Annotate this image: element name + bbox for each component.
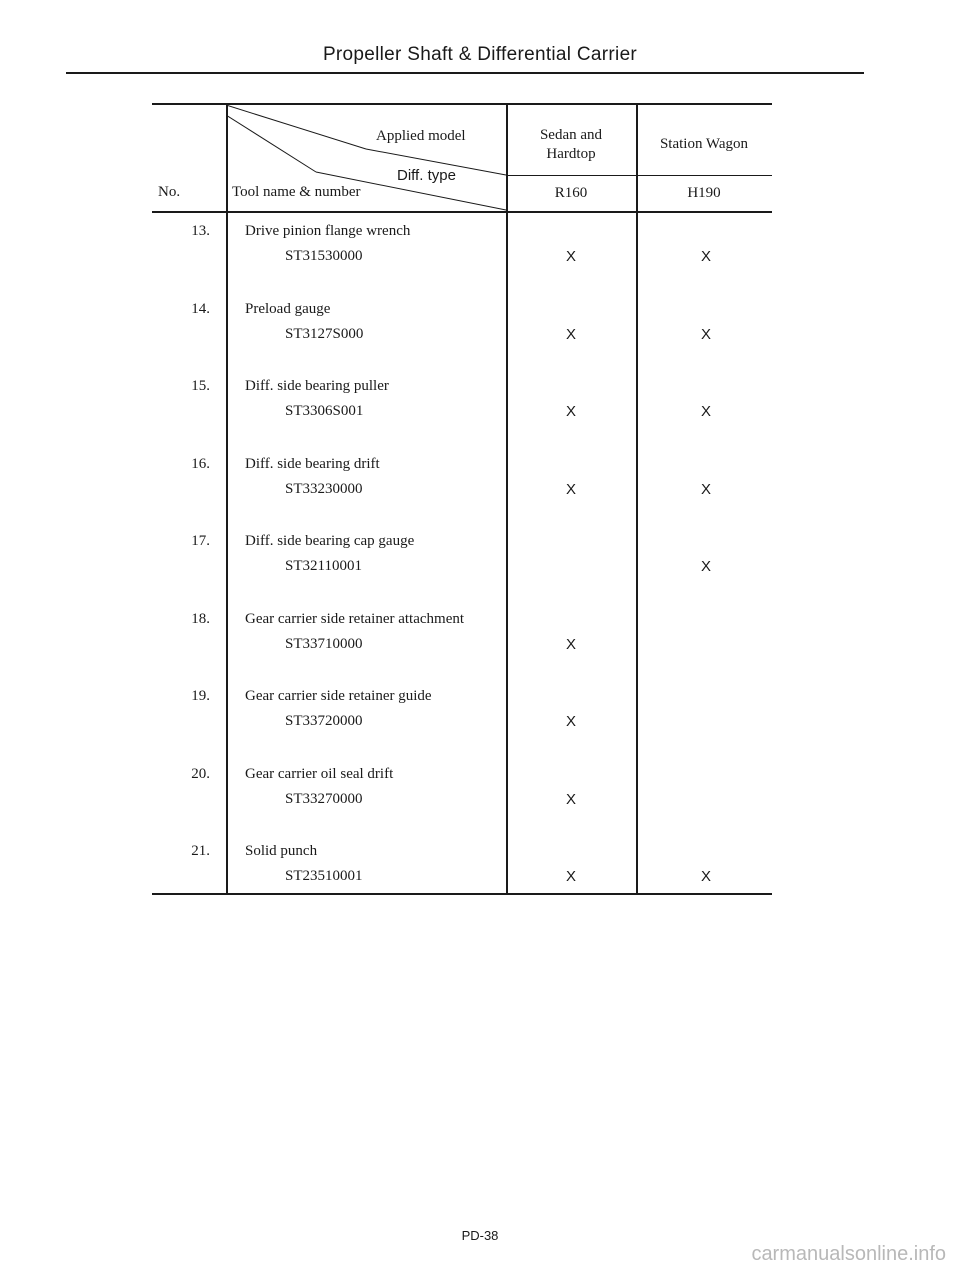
tool-part-number: ST33230000 xyxy=(285,480,363,497)
table-subheader-rule xyxy=(506,175,772,176)
tool-name: Preload gauge xyxy=(245,300,331,317)
applies-h190-mark: X xyxy=(700,403,711,420)
applies-r160-mark: X xyxy=(565,403,576,420)
row-number: 19. xyxy=(191,688,210,704)
tool-name: Gear carrier oil seal drift xyxy=(245,765,394,782)
row-number: 17. xyxy=(191,533,210,549)
row-number: 13. xyxy=(191,223,210,239)
header-tool-name-number: Tool name & number xyxy=(232,184,361,200)
tool-name: Diff. side bearing drift xyxy=(245,455,380,472)
applies-r160-mark: X xyxy=(565,790,576,808)
row-number: 16. xyxy=(191,455,210,472)
tool-part-number: ST32110001 xyxy=(285,558,362,574)
applies-r160-mark: X xyxy=(565,868,576,885)
applies-h190-mark: X xyxy=(700,325,711,343)
applies-r160-mark: X xyxy=(565,635,576,653)
header-rule xyxy=(66,72,864,74)
tool-part-number: ST33270000 xyxy=(285,790,363,807)
applies-h190-mark: X xyxy=(700,480,711,498)
applies-r160-mark: X xyxy=(565,325,576,343)
row-number: 14. xyxy=(191,300,210,317)
applies-h190-mark: X xyxy=(700,868,711,885)
row-number: 18. xyxy=(191,610,210,627)
applies-h190-mark: X xyxy=(700,558,711,575)
header-diff-type: Diff. type xyxy=(397,167,456,184)
applies-r160-mark: X xyxy=(565,713,576,730)
page-number: PD-38 xyxy=(461,1228,499,1243)
column-header-no: No. xyxy=(158,184,181,200)
tool-name: Gear carrier side retainer attachment xyxy=(245,610,465,627)
row-number: 21. xyxy=(191,843,210,859)
applies-h190-mark: X xyxy=(700,248,711,265)
header-model-station-wagon: Station Wagon xyxy=(659,136,749,152)
row-number: 15. xyxy=(191,378,210,394)
header-model-sedan-line1: Sedan and xyxy=(539,127,603,143)
table-vline-3 xyxy=(636,103,638,893)
header-model-sedan-line2: Hardtop xyxy=(546,146,596,162)
applies-r160-mark: X xyxy=(565,480,576,498)
header-model-sedan-hardtop xyxy=(506,126,636,164)
tool-part-number: ST3127S000 xyxy=(285,325,364,342)
tool-name: Drive pinion flange wrench xyxy=(245,223,411,239)
tool-part-number: ST3306S001 xyxy=(285,403,364,419)
tool-name: Diff. side bearing cap gauge xyxy=(245,533,415,549)
table-vline-1 xyxy=(226,103,228,893)
tool-name: Gear carrier side retainer guide xyxy=(245,688,432,704)
tool-name: Diff. side bearing puller xyxy=(245,378,389,394)
row-number: 20. xyxy=(191,765,210,782)
table-bottom-rule xyxy=(152,893,772,895)
watermark-text: carmanualsonline.info xyxy=(751,1243,946,1265)
applies-r160-mark: X xyxy=(565,248,576,265)
header-diff-r160: R160 xyxy=(554,185,588,201)
tool-part-number: ST23510001 xyxy=(285,868,363,884)
table-vline-2 xyxy=(506,103,508,893)
header-diff-h190: H190 xyxy=(687,185,721,201)
tool-name: Solid punch xyxy=(245,843,318,859)
page-header-title: Propeller Shaft & Differential Carrier xyxy=(322,44,638,65)
header-applied-model: Applied model xyxy=(376,128,466,144)
tool-part-number: ST31530000 xyxy=(285,248,363,264)
tool-part-number: ST33720000 xyxy=(285,713,363,729)
tool-part-number: ST33710000 xyxy=(285,635,363,652)
